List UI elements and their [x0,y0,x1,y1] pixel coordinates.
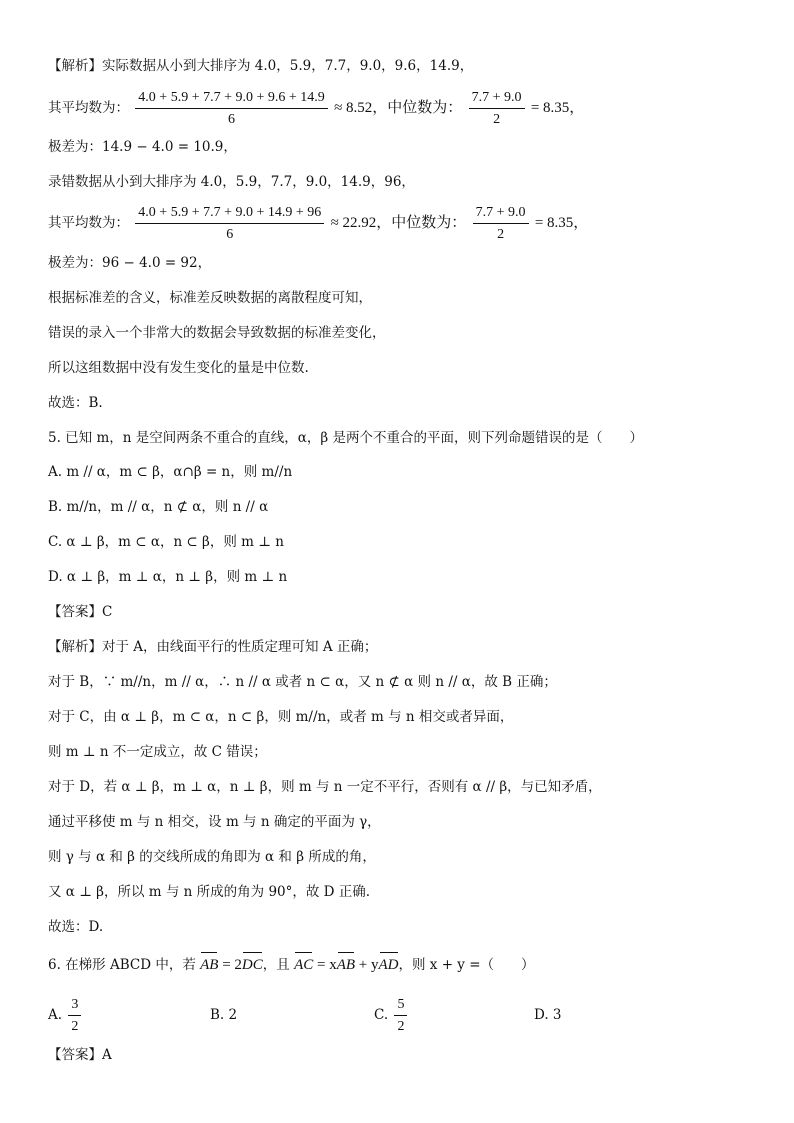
q6-a-numerator: 3 [68,996,81,1016]
q6-options [48,994,748,1036]
q5-solution-line-7: 则 γ 与 α 和 β 的交线所成的角即为 α 和 β 所成的角， [48,849,376,865]
q6-option-a-label: A. [48,1007,63,1023]
q6-option-a-fraction [68,996,81,1035]
median-fraction [469,89,525,128]
q5-option-d: D. α ⊥ β，m ⊥ α，n ⊥ β，则 m ⊥ n [48,569,288,585]
mean-result: ≈ 22.92，中位数为： [330,215,467,231]
q6-eq1: = 2 [218,957,242,973]
answer-6: 【答案】A [48,1047,112,1063]
q5-option-b: B. m//n，m // α，n ⊄ α，则 n // α [48,499,269,515]
mean-line-actual [48,88,584,128]
mean-denominator: 6 [226,227,234,242]
q5-solution-line-1: 【解析】对于 A，由线面平行的性质定理可知 A 正确； [48,639,378,655]
q6-option-d: D. 3 [534,1007,562,1023]
q6-eq2: = x [313,957,337,973]
q5-option-c: C. α ⊥ β，m ⊂ α，n ⊂ β，则 m ⊥ n [48,534,284,550]
median-fraction [473,204,529,243]
q6-a-denominator: 2 [71,1019,79,1034]
median-result: = 8.35， [530,100,585,116]
mean-label: 其平均数为： [48,100,129,116]
q6-option-c-label: C. [374,1007,389,1023]
vector-ab: AB [200,957,219,973]
median-numerator: 7.7 + 9.0 [473,204,529,224]
mean-label: 其平均数为： [48,215,129,231]
analysis-line-9: 所以这组数据中没有发生变化的量是中位数. [48,360,309,376]
question-6 [48,955,535,975]
vector-ac: AC [294,957,314,973]
q5-solution-line-3: 对于 C，由 α ⊥ β，m ⊂ α，n ⊂ β，则 m//n，或者 m 与 n 相交或者异面， [48,709,514,725]
analysis-line-8: 错误的录入一个非常大的数据会导致数据的标准差变化， [48,325,386,341]
range-line-actual: 极差为：14.9 − 4.0 = 10.9， [48,139,237,155]
mean-result: ≈ 8.52，中位数为： [334,100,463,116]
q5-solution-line-2: 对于 B，∵ m//n，m // α，∴ n // α 或者 n ⊂ α，又 n ⊄ α 则 n // α，故 B 正确； [48,674,557,690]
analysis-line-1: 【解析】实际数据从小到大排序为 4.0，5.9，7.7，9.0，9.6，14.9， [48,58,474,74]
q5-option-a: A. m // α，m ⊂ β，α∩β = n，则 m//n [48,464,293,480]
analysis-line-7: 根据标准差的含义，标准差反映数据的离散程度可知， [48,290,372,306]
median-denominator: 2 [497,227,505,242]
median-result: = 8.35， [534,215,589,231]
answer-5: 【答案】C [48,604,113,620]
q6-plus: + y [355,957,379,973]
choice-line-4: 故选：B. [48,395,103,411]
mean-fraction [135,89,327,128]
q6-text-prefix: 6. 在梯形 ABCD 中，若 [48,957,196,973]
mean-numerator: 4.0 + 5.9 + 7.7 + 9.0 + 14.9 + 96 [135,204,324,224]
q6-c-numerator: 5 [394,996,407,1016]
q5-solution-line-8: 又 α ⊥ β，所以 m 与 n 所成的角为 90°，故 D 正确. [48,884,371,900]
vector-ad: AD [378,957,399,973]
question-5: 5. 已知 m，n 是空间两条不重合的直线，α，β 是两个不重合的平面，则下列命题错误的是（ ） [48,430,643,446]
median-numerator: 7.7 + 9.0 [469,89,525,109]
q6-option-a [48,994,83,1036]
mean-line-wrong [48,203,588,243]
mean-denominator: 6 [228,112,236,127]
q5-solution-line-4: 则 m ⊥ n 不一定成立，故 C 错误； [48,744,267,760]
q5-solution-line-6: 通过平移使 m 与 n 相交，设 m 与 n 确定的平面为 γ， [48,814,381,830]
q6-option-c-fraction [394,996,407,1035]
q5-choice: 故选：D. [48,919,104,935]
vector-dc: DC [241,957,263,973]
q6-text-mid: ，且 [262,957,290,973]
q6-option-c [374,994,409,1036]
range-line-wrong: 极差为：96 − 4.0 = 92， [48,255,212,271]
mean-fraction [135,204,324,243]
vector-ab-2: AB [336,957,356,973]
median-denominator: 2 [493,112,501,127]
q6-c-denominator: 2 [397,1019,405,1034]
wrong-data-line: 录错数据从小到大排序为 4.0，5.9，7.7，9.0，14.9，96， [48,174,415,190]
q5-solution-line-5: 对于 D，若 α ⊥ β，m ⊥ α，n ⊥ β，则 m 与 n 一定不平行，否则有 α // β，与已知矛盾， [48,779,602,795]
mean-numerator: 4.0 + 5.9 + 7.7 + 9.0 + 9.6 + 14.9 [135,89,327,109]
q6-text-end: ，则 x + y =（ ） [398,957,535,973]
q6-option-b: B. 2 [210,1007,238,1023]
